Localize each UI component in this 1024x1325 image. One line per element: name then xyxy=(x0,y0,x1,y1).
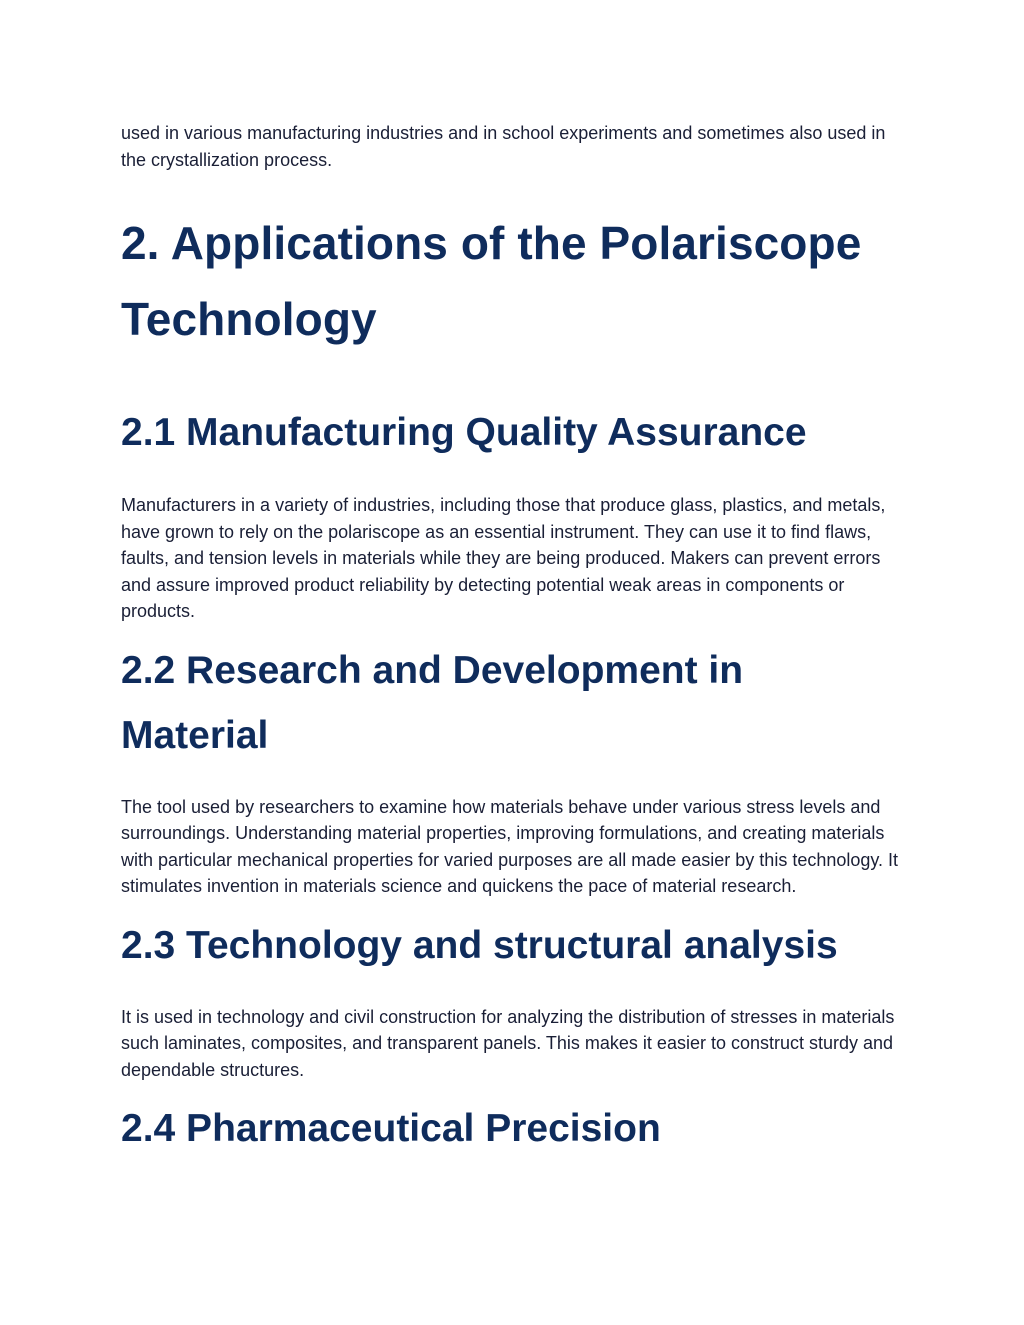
section-title-line1: 2. Applications of the Polariscope xyxy=(121,217,862,269)
subsection-body: It is used in technology and civil construction for analyzing the distribution of stresses in materials such laminates, composites, and transparent panels. This makes it easier to construct sturdy and dependable structures. xyxy=(121,1006,895,1080)
subsection-body: The tool used by researchers to examine how materials behave under various stress levels and surroundings. Understanding material properties, improving formulations, and creating materials with particular mechanical properties for varied purposes are all made easier by this technology. It stimulates invention in materials science and quickens the pace of material research. xyxy=(121,796,899,896)
subsection-2-2 xyxy=(121,647,911,900)
subsection-heading-line1: 2.2 Research and Development in xyxy=(121,648,744,692)
subsection-heading: 2.4 Pharmaceutical Precision xyxy=(121,1107,661,1150)
section-title-line2: Technology xyxy=(121,293,377,345)
intro-paragraph: used in various manufacturing industries and in school experiments and sometimes also used in the crystallization process. xyxy=(121,123,886,170)
subsection-heading-line2: Material xyxy=(121,713,269,757)
subsection-2-1 xyxy=(121,409,911,625)
section-title xyxy=(121,205,911,357)
subsection-body: Manufacturers in a variety of industries, including those that produce glass, plastics, and metals, have grown to rely on the polariscope as an essential instrument. They can use it to find flaws, faults, and tension levels in materials while they are being produced. Makers can prevent errors and assure improved product reliability by detecting potential weak areas in components or products. xyxy=(121,495,886,621)
subsection-heading: 2.1 Manufacturing Quality Assurance xyxy=(121,411,807,454)
subsection-heading: 2.3 Technology and structural analysis xyxy=(121,923,838,967)
subsection-2-3 xyxy=(121,922,911,1084)
document-content xyxy=(121,120,911,1153)
subsection-2-4 xyxy=(121,1105,911,1153)
subsection-heading xyxy=(121,647,911,760)
